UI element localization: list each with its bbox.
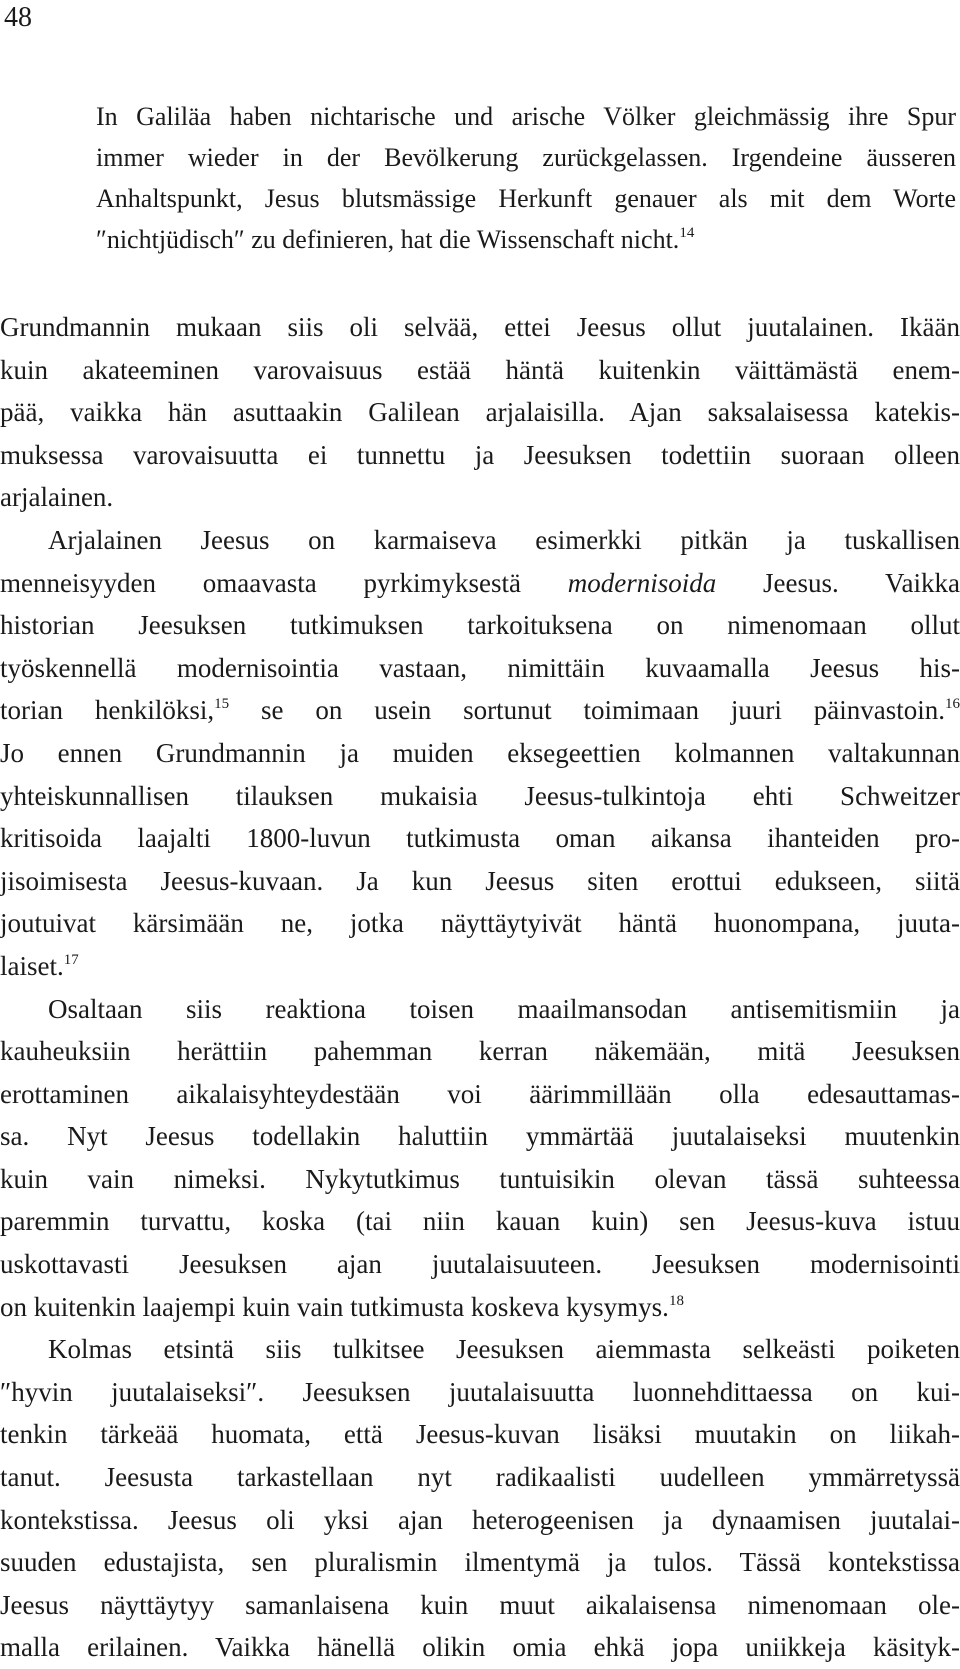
paragraph-3-line: uskottavasti Jeesuksen ajan juutalaisuuteen. Jeesuksen modernisointi	[0, 1249, 960, 1280]
paragraph-3-line: kauheuksiin herättiin pahemman kerran näkemään, mitä Jeesuksen	[0, 1036, 960, 1067]
paragraph-3-line: paremmin turvattu, koska (tai niin kauan kuin) sen Jeesus-kuva istuu	[0, 1206, 960, 1237]
block-quote	[96, 96, 956, 260]
quote-line-last	[96, 219, 956, 260]
paragraph-2-line	[0, 689, 960, 732]
italic-word: modernisoida	[567, 567, 717, 598]
paragraph-2-line: työskennellä modernisointia vastaan, nimittäin kuvaamalla Jeesus his-	[0, 652, 960, 683]
paragraph-1-line: Grundmannin mukaan siis oli selvää, ettei Jeesus ollut juutalainen. Ikään	[0, 312, 960, 342]
body-text	[0, 306, 960, 1669]
paragraph-2-line: kritisoida laajalti 1800-luvun tutkimusta oman aikansa ihanteiden pro-	[0, 823, 960, 854]
paragraph-3-line: erottaminen aikalaisyhteydestään voi äärimmillään olla edesauttamas-	[0, 1078, 960, 1109]
text-segment: menneisyyden omaavasta pyrkimyksestä	[0, 567, 568, 598]
paragraph-3-line: Osaltaan siis reaktiona toisen maailmansodan antisemitismiin ja	[48, 993, 960, 1024]
paragraph-3-line: kuin vain nimeksi. Nykytutkimus tuntuisikin olevan tässä suhteessa	[0, 1163, 960, 1194]
paragraph-1-line: muksessa varovaisuutta ei tunnettu ja Jeesuksen todettiin suoraan olleen	[0, 439, 960, 470]
quote-line-text: ″nichtjüdisch″ zu definieren, hat die Wissenschaft nicht.	[96, 225, 680, 254]
paragraph-2-line: joutuivat kärsimään ne, jotka näyttäytyivät häntä huonompana, juuta-	[0, 908, 960, 939]
paragraph-2-line: historian Jeesuksen tutkimuksen tarkoituksena on nimenomaan ollut	[0, 610, 960, 641]
paragraph-4-line: suuden edustajista, sen pluralismin ilmentymä ja tulos. Tässä kontekstissa	[0, 1547, 960, 1578]
paragraph-3-line	[0, 1286, 960, 1329]
text-segment: Jeesus. Vaikka	[716, 567, 960, 598]
paragraph-2-line: Arjalainen Jeesus on karmaiseva esimerkki pitkän ja tuskallisen	[48, 524, 960, 555]
paragraph-2-line: yhteiskunnallisen tilauksen mukaisia Jeesus-tulkintoja ehti Schweitzer	[0, 780, 960, 811]
text-segment: se on usein sortunut toimimaan juuri päinvastoin.	[229, 695, 945, 726]
text-segment: laiset.	[0, 950, 64, 981]
footnote-ref-15: 15	[214, 696, 230, 713]
paragraph-4-line: malla erilainen. Vaikka hänellä olikin omia ehkä jopa uniikkeja käsityk-	[0, 1632, 960, 1663]
footnote-ref-16: 16	[945, 696, 960, 713]
page-number: 48	[4, 2, 32, 33]
paragraph-4-line: tenkin tärkeää huomata, että Jeesus-kuvan lisäksi muutakin on liikah-	[0, 1419, 960, 1450]
quote-line: immer wieder in der Bevölkerung zurückgelassen. Irgendeine äusseren	[96, 143, 956, 172]
footnote-ref-18: 18	[668, 1292, 684, 1309]
paragraph-4-line: tanut. Jeesusta tarkastellaan nyt radikaalisti uudelleen ymmärretyssä	[0, 1462, 960, 1493]
paragraph-2-line: jisoimisesta Jeesus-kuvaan. Ja kun Jeesus siten erottui edukseen, siitä	[0, 865, 960, 896]
paragraph-4-line: Kolmas etsintä siis tulkitsee Jeesuksen aiemmasta selkeästi poiketen	[48, 1334, 960, 1365]
paragraph-1-line: arjalainen.	[0, 482, 114, 513]
paragraph-3-line: sa. Nyt Jeesus todellakin haluttiin ymmärtää juutalaiseksi muutenkin	[0, 1121, 960, 1152]
quote-line: Anhaltspunkt, Jesus blutsmässige Herkunft genauer als mit dem Worte	[96, 184, 956, 213]
quote-line: In Galiläa haben nichtarische und arische Völker gleichmässig ihre Spur	[96, 102, 956, 131]
paragraph-2-line	[0, 945, 960, 988]
paragraph-1-line: kuin akateeminen varovaisuus estää häntä kuitenkin väittämästä enem-	[0, 354, 960, 385]
text-segment: on kuitenkin laajempi kuin vain tutkimusta koskeva kysymys.	[0, 1291, 669, 1322]
paragraph-2-line: Jo ennen Grundmannin ja muiden eksegeettien kolmannen valtakunnan	[0, 737, 960, 768]
paragraph-4-line: kontekstissa. Jeesus oli yksi ajan heterogeenisen ja dynaamisen juutalai-	[0, 1504, 960, 1535]
paragraph-4-line: ″hyvin juutalaiseksi″. Jeesuksen juutalaisuutta luonnehdittaessa on kui-	[0, 1376, 960, 1407]
paragraph-4-line: Jeesus näyttäytyy samanlaisena kuin muut aikalaisensa nimenomaan ole-	[0, 1589, 960, 1620]
paragraph-2-line	[0, 562, 960, 605]
text-segment: torian henkilöksi,	[0, 695, 215, 726]
footnote-ref-17: 17	[63, 951, 79, 968]
footnote-ref-14: 14	[679, 225, 695, 241]
paragraph-1-line: pää, vaikka hän asuttaakin Galilean arjalaisilla. Ajan saksalaisessa katekis-	[0, 397, 960, 428]
